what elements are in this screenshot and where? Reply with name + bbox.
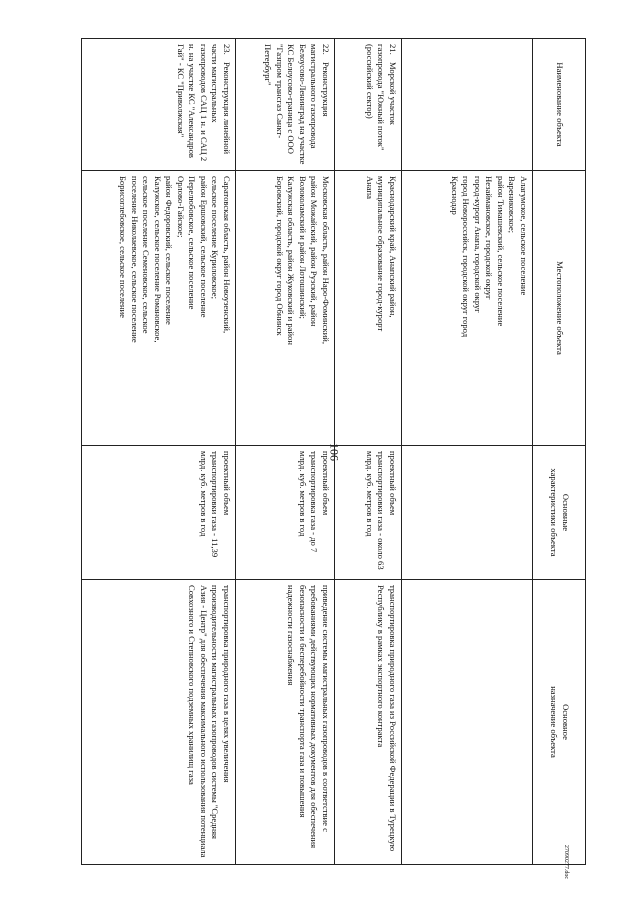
object-location-cell: Саратовская область, район Новоузенский, сельское поселение Куриловское; район Ершовский, сельское поселение Перелюбовское, сельское поселение Орлово-Гайское; район Федоровский, сельское поселение Калужское, сельское поселение Романовское, сельское поселение Семеновское, сельское поселение Николаевское, сельское поселение Борисоглебовское, сельское поселение [82, 171, 236, 446]
footer-filename: 27090277.doc [563, 844, 569, 880]
object-location-cell: Алагумское, сельское поселение Варениковское; район Тимашевский, сельское поселение Незаймановское, городской округ город-курорт Анапа, городской округ город Новороссийск, городской округ город Краснодар [402, 171, 533, 446]
row-number: 21. [388, 44, 398, 55]
object-name-cell [82, 39, 236, 171]
object-location-cell: Московская область, район Наро-Фоминский, район Можайский, район Рузский, район Волоколамский и район Лотошинский; Калужская область, район Жуковский и район Боровский, городской округ город Обнинск [236, 171, 335, 446]
table-row [236, 39, 335, 865]
object-name-cell [335, 39, 402, 171]
row-number: 23. [222, 44, 232, 55]
row-number: 22. [321, 44, 331, 55]
object-characteristics-cell: проектный объем транспортировки газа - около 63 млрд. куб. метров в год [335, 446, 402, 580]
object-name: Реконструкция магистрального газопровода Белоусово-Ленинград на участке КС Белоусово-граница с ООО "Газпром трансгаз Санкт-Петербург" [263, 44, 331, 165]
object-purpose-cell [402, 580, 533, 865]
object-location-cell: Краснодарский край, Анапский район, муниципальное образование город-курорт Анапа [335, 171, 402, 446]
object-purpose-cell: приведение системы магистральных газопроводов в соответствие с требованиями действующих нормативных документов для обеспечения безопасности и бесперебойности транспорта газа и повышения надежности газоснабжения [236, 580, 335, 865]
header-name: Наименование объекта [533, 39, 586, 171]
object-name: Морской участок газопровода "Южный поток" (российский сектор) [364, 44, 398, 151]
objects-table [81, 38, 586, 865]
page-number: 106 [327, 443, 342, 461]
object-characteristics-cell: проектный объем транспортировки газа - 11,39 млрд. куб. метров в год [82, 446, 236, 580]
table-row [335, 39, 402, 865]
object-purpose-cell: транспортировка природного газа в целях увеличения производительности магистральных газопроводов системы "Средняя Азия - Центр" для обеспечения максимального использования потенциала Совхозного и Степновского подземных хранилищ газа [82, 580, 236, 865]
table-row [82, 39, 236, 865]
object-characteristics-cell [402, 446, 533, 580]
table-header-row [533, 39, 586, 865]
header-purpose: Основное назначение объекта [533, 580, 586, 865]
table-row [402, 39, 533, 865]
header-characteristics: Основные характеристики объекта [533, 446, 586, 580]
object-purpose-cell: транспортировка природного газа из Российской Федерации в Турецкую Республику в рамках экспортного контракта [335, 580, 402, 865]
object-name-cell [402, 39, 533, 171]
object-name-cell [236, 39, 335, 171]
header-location: Местоположение объекта [533, 171, 586, 446]
object-characteristics-cell: проектный объем транспортировка газа - до 7 млрд. куб. метров в год [236, 446, 335, 580]
object-name: Реконструкция линейной части магистральных газопроводов САЦ 1 н. и САЦ 2 н. на участке КС "Александров Гай" - КС "Приволжская" [175, 44, 232, 162]
